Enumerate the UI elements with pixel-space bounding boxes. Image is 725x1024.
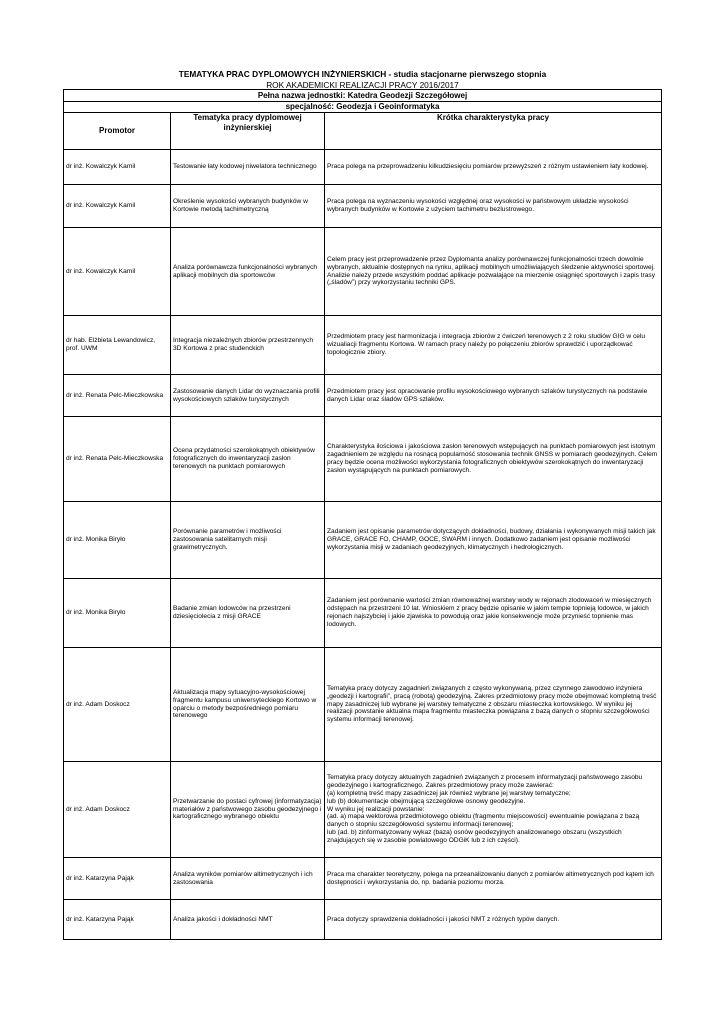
table-row [64, 417, 662, 502]
topic-cell: Ocena przydatności szerokokątnych obiektywów fotograficznych do inwentaryzacji zasłon terenowych na punktach pomiarowych [171, 417, 325, 502]
topic-cell: Integracja niezależnych zbiorów przestrzennych 3D Kortowa z prac studenckich [171, 316, 325, 375]
description-cell: Praca dotyczy sprawdzenia dokładności i jakości NMT z różnych typów danych. [325, 900, 662, 940]
theses-table [63, 89, 662, 940]
topic-cell: Badanie zmian lodowców na przestrzeni dziesięciolecia z misji GRACE [171, 579, 325, 648]
description-cell: Celem pracy jest przeprowadzenie przez Dyplomanta analizy porównawczej funkcjonalności trzech dowolnie wybranych, aktualnie dostępnych na rynku, aplikacji mobilnych umożliwiających śledzenie aktywności sportowej. Analizie należy przede wszystkim poddać aplikacje pozwalające na mierzenie osiągnięć sportowych i zapis trasy („śladów”) przy wykorzystaniu techniki GPS. [325, 228, 662, 316]
promotor-cell: dr inż. Katarzyna Pająk [64, 900, 171, 940]
promotor-cell: dr inż. Adam Doskocz [64, 648, 171, 762]
table-row [64, 316, 662, 375]
document-title: TEMATYKA PRAC DYPLOMOWYCH INŻYNIERSKICH - studia stacjonarne pierwszego stopnia [178, 69, 547, 79]
academic-year: ROK AKADEMICKI REALIZACJI PRACY 2016/2017 [266, 80, 459, 90]
promotor-cell: dr inż. Renata Pelc-Mieczkowska [64, 375, 171, 417]
table-row [64, 185, 662, 228]
promotor-cell: dr inż. Kowalczyk Kamil [64, 228, 171, 316]
promotor-cell: dr inż. Adam Doskocz [64, 762, 171, 858]
table-row [64, 762, 662, 858]
promotor-cell: dr inż. Monika Biryło [64, 579, 171, 648]
topic-cell: Analiza jakości i dokładności NMT [171, 900, 325, 940]
promotor-cell: dr inż. Renata Pelc-Mieczkowska [64, 417, 171, 502]
promotor-cell: dr hab. Elżbieta Lewandowicz, prof. UWM [64, 316, 171, 375]
col-header-topic: Tematyka pracy dyplomowej inżynierskiej [171, 113, 325, 150]
table-row [64, 228, 662, 316]
promotor-cell: dr inż. Monika Biryło [64, 502, 171, 579]
topic-cell: Porównanie parametrów i możliwości zastosowania satelitarnych misji grawimetrycznych. [171, 502, 325, 579]
description-cell: Zadaniem jest opisanie parametrów dotyczących dokładności, budowy, działania i wykonywanych misji takich jak GRACE, GRACE FO, CHAMP, GOCE, SWARM i innych. Dodatkowo zadaniem jest opisanie możliwości wykorzystania misji w zadaniach geodezyjnych, klimatycznych i hedrologicznych. [325, 502, 662, 579]
promotor-cell: dr inż. Katarzyna Pająk [64, 858, 171, 900]
col-header-promotor: Promotor [64, 113, 171, 150]
col-header-description: Krótka charakterystyka pracy [325, 113, 662, 150]
table-row [64, 579, 662, 648]
table-row [64, 648, 662, 762]
topic-cell: Zastosowanie danych Lidar do wyznaczania profili wysokościowych szlaków turystycznych [171, 375, 325, 417]
description-cell: Tematyka pracy dotyczy zagadnień związanych z często wykonywaną, przez czynnego zawodowo inżyniera „geodezji i kartografii”, pracą (robotą) geodezyjną. Zakres przedmiotowy pracy może obejmować kompletną treść mapy zasadniczej lub wybrane jej warstwy tematyczne z obszaru miasteczka kortowskiego. W wyniku jej realizacji powstanie aktualna mapa fragmentu miasteczka powiązana z bazą danych o stopniu szczegółowości systemu informacji terenowej. [325, 648, 662, 762]
promotor-cell: dr inż. Kowalczyk Kamil [64, 150, 171, 185]
topic-cell: Przetwarzanie do postaci cyfrowej (informatyzacja) materiałów z państwowego zasobu geodezyjnego i kartograficznego wybranego obiektu [171, 762, 325, 858]
topic-cell: Określenie wysokości wybranych budynków w Kortowie metodą tachimetryczną [171, 185, 325, 228]
topic-cell: Testowanie łaty kodowej niwelatora technicznego [171, 150, 325, 185]
specialty-name: specjalność: Geodezja i Geoinformatyka [64, 102, 662, 113]
table-row [64, 858, 662, 900]
description-cell: Tematyka pracy dotyczy aktualnych zagadnień związanych z procesem informatyzacji państwowego zasobu geodezyjnego i kartograficznego. Zakres przedmiotowy pracy może zawierać: (a) kompletną treść mapy zasadniczej jak również wybrane jej warstwy tematyczne; lub (b) dokumentacje obejmującą szczegółowe osnowy geodezyjne. W wyniku jej realizacji powstanie: (ad. a) mapa wektorowa przedmiotowego obiektu (fragmentu miejscowości) ewentualnie powiązana z bazą danych o stopniu szczegółowości systemu informacji terenowej; lub (ad. b) zinformatyzowany wykaz (baza) osnów geodezyjnych analizowanego obszaru (wszystkich znajdujących się w zasobie powiatowego ODGiK lub z ich części). [325, 762, 662, 858]
topic-cell: Analiza porównawcza funkcjonalności wybranych aplikacji mobilnych dla sportowców [171, 228, 325, 316]
description-cell: Charakterystyka ilościowa i jakościowa zasłon terenowych wstępujących na punktach pomiarowych jest istotnym zagadnieniem ze względu na rosnącą popularność stosowania technik GNSS w pomiarach geodezyjnych. Celem pracy będzie ocena możliwości wykorzystania fotograficznych obiektywów szerokokątnych do inwentaryzacji zasłon wystąpujących na punktach pomiarowych. [325, 417, 662, 502]
topic-cell: Aktualizacja mapy sytuacyjno-wysokościowej fragmentu kampusu uniwersyteckiego Kortowo w oparciu o metody bezpośredniego pomiaru terenowego [171, 648, 325, 762]
table-row [64, 375, 662, 417]
description-cell: Zadaniem jest porównanie wartości zmian równoważnej warstwy wody w rejonach zlodowaceń w miesięcznych odstępach na przestrzeni 10 lat. Wnioskiem z pracy będzie opisanie w jakim tempie topnieją lodowce, w jakich rejonach najszybciej i jakie zjawiska to powodują oraz jakie konsekwencje może przynieść topnienie mas lodowych. [325, 579, 662, 648]
description-cell: Przedmiotem pracy jest opracowanie profilu wysokościowego wybranych szlaków turystycznych na podstawie danych Lidar oraz śladów GPS szlaków. [325, 375, 662, 417]
description-cell: Praca polega na przeprowadzeniu kilkudziesięciu pomiarów przewyższeń z różnym ustawieniem łaty kodowej. [325, 150, 662, 185]
table-row [64, 900, 662, 940]
topic-cell: Analiza wyników pomiarów altimetrycznych i ich zastosowania [171, 858, 325, 900]
description-cell: Praca ma charakter teoretyczny, polega na przeanalizowaniu danych z pomiarów altimetrycznych pod kątem ich dostępności i wykorzystania do, np. badania poziomu morza. [325, 858, 662, 900]
description-cell: Praca polega na wyznaczeniu wysokości względnej oraz wysokości w państwowym układzie wysokości wybranych budynków w Kortowie z użyciem tachimetru bezlustrowego. [325, 185, 662, 228]
promotor-cell: dr inż. Kowalczyk Kamil [64, 185, 171, 228]
table-row [64, 502, 662, 579]
table-row [64, 150, 662, 185]
description-cell: Przedmiotem pracy jest harmonizacja i integracja zbiorów z ćwiczeń terenowych z 2 roku studiów GIG w celu wizualiacji fragmentu Kortowa. W ramach pracy należy po połączeniu zbiorów sprawdzić i uporządkować topologicznie zbiory. [325, 316, 662, 375]
unit-name: Pełna nazwa jednostki: Katedra Geodezji Szczegółowej [64, 90, 662, 102]
